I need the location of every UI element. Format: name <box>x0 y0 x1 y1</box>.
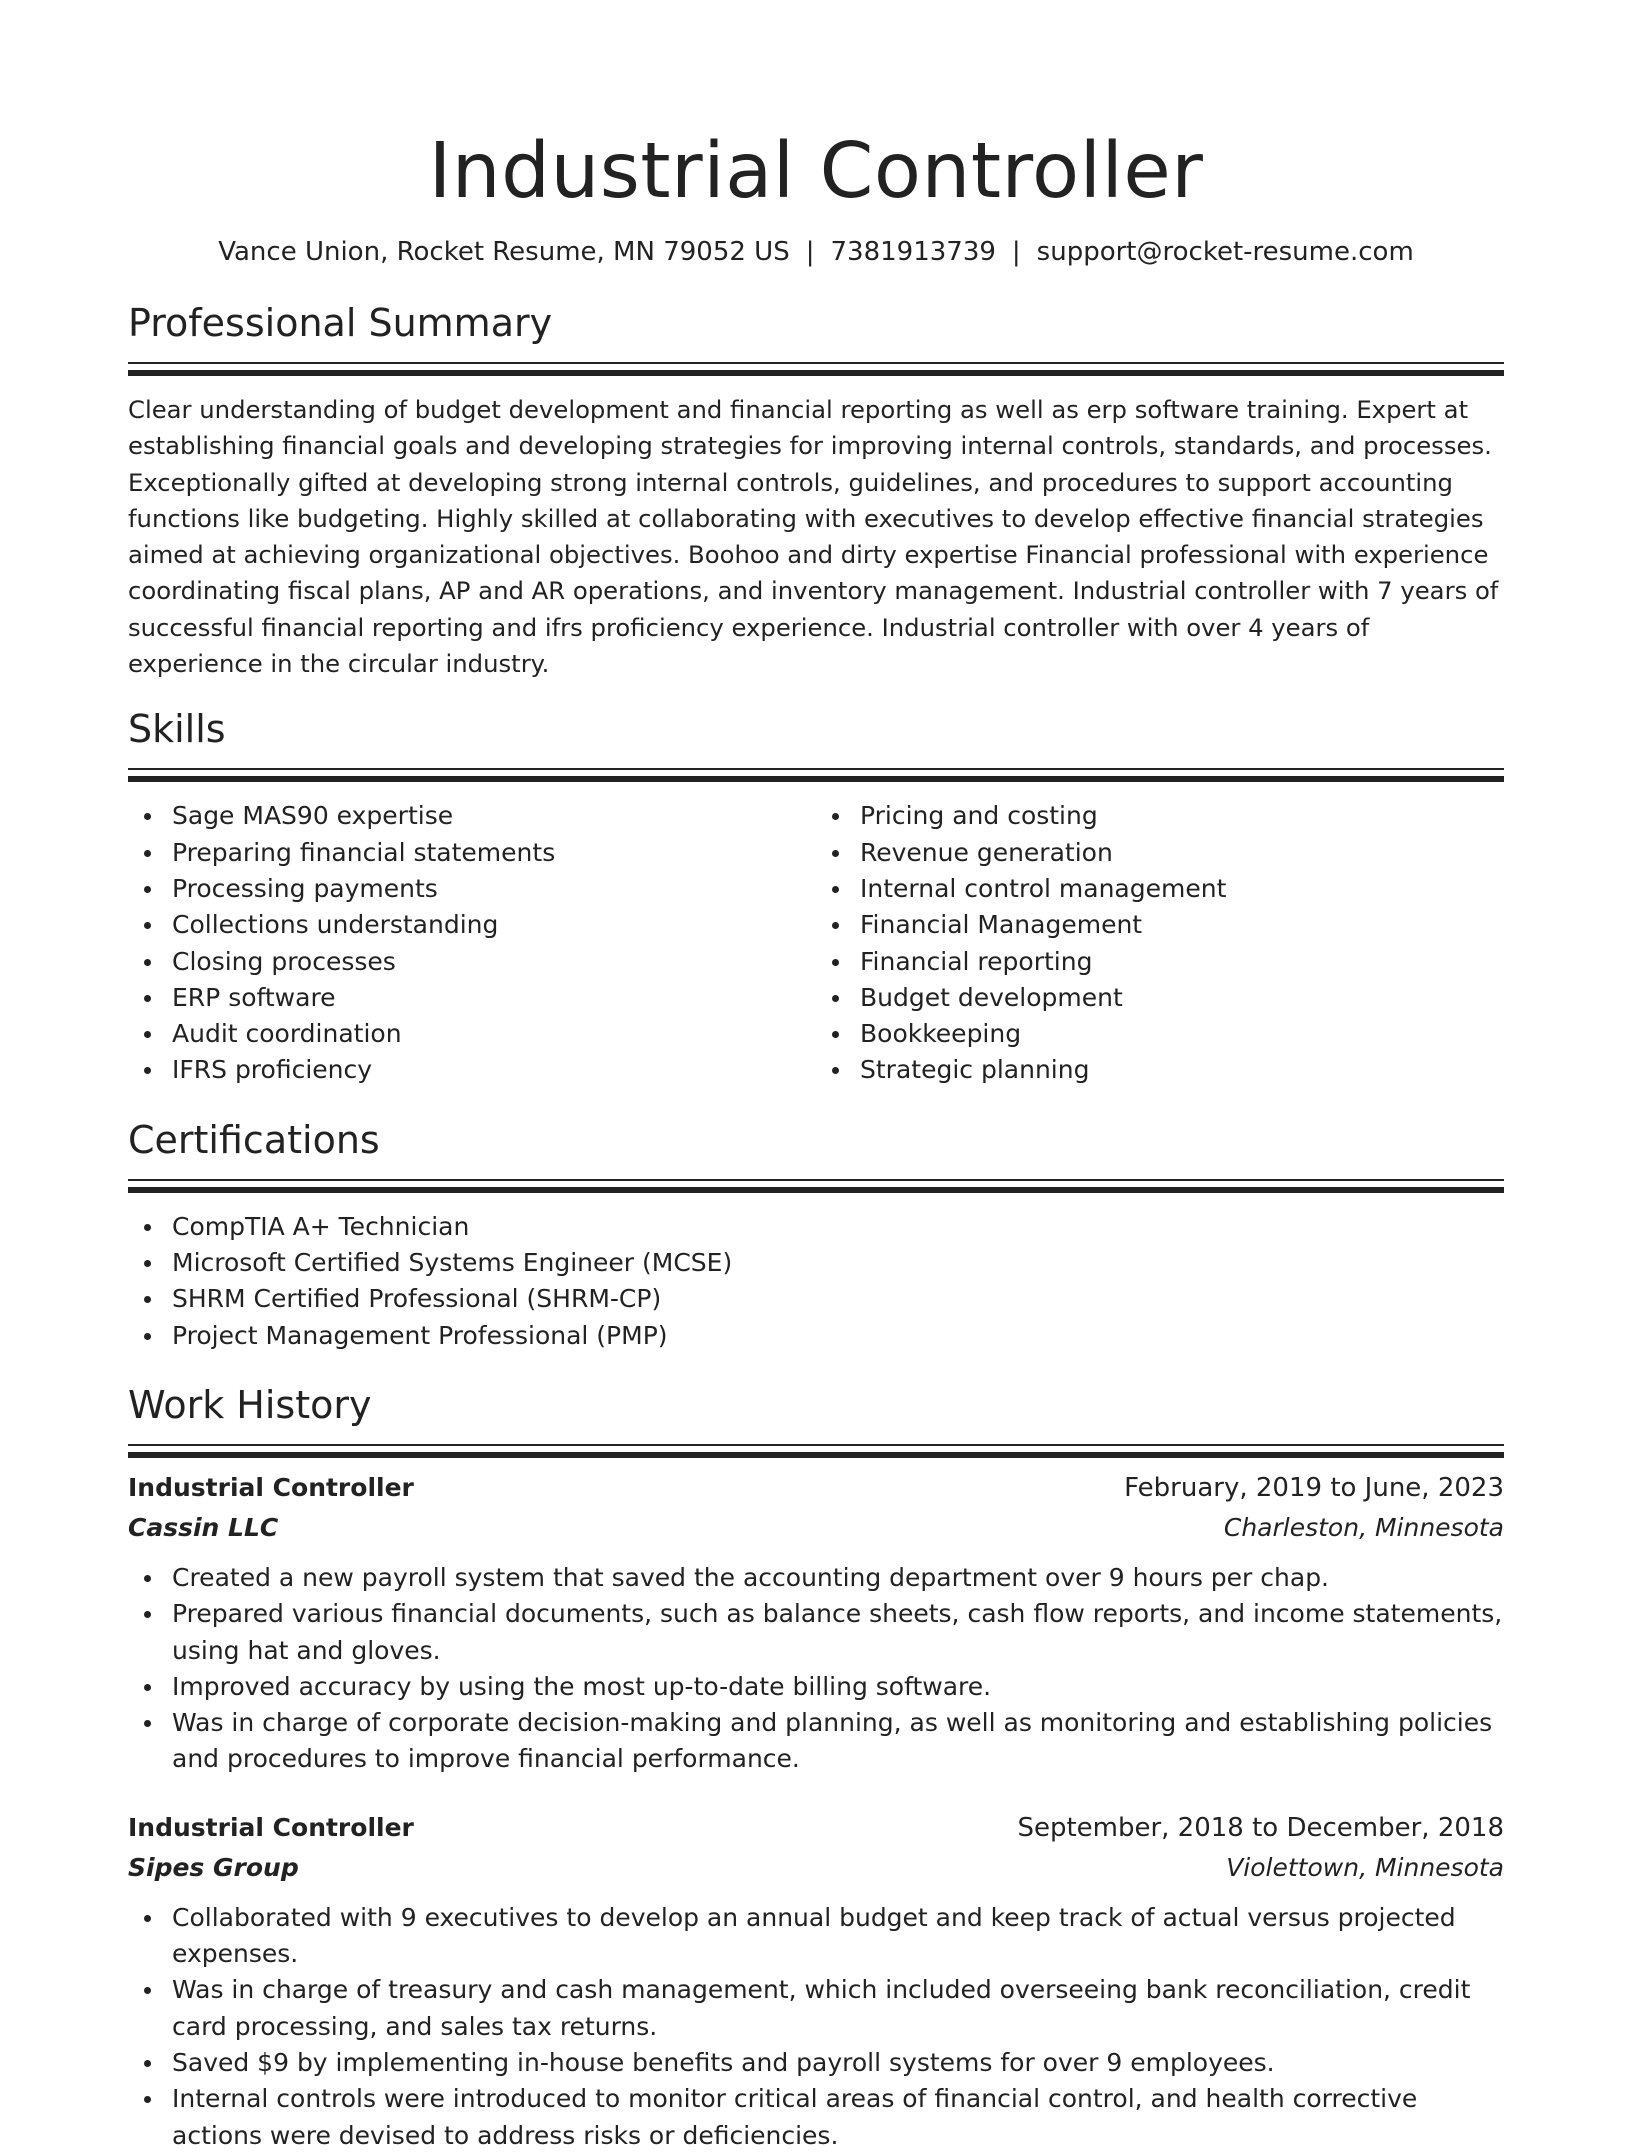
list-item: Prepared various financial documents, such as balance sheets, cash flow reports, and income statements, using hat and gloves. <box>172 1596 1504 1669</box>
list-item: Financial Management <box>860 907 1504 943</box>
list-item: Revenue generation <box>860 835 1504 871</box>
list-item: ERP software <box>172 980 816 1016</box>
job-entry <box>128 1470 1504 1778</box>
job-dates: September, 2018 to December, 2018 <box>1017 1812 1504 1843</box>
list-item: Preparing financial statements <box>172 835 816 871</box>
contact-phone: 7381913739 <box>830 237 996 267</box>
list-item: Financial reporting <box>860 944 1504 980</box>
work-history-section <box>128 1380 1504 2154</box>
contact-email: support@rocket-resume.com <box>1036 237 1414 267</box>
certifications-section <box>128 1115 1504 1354</box>
list-item: CompTIA A+ Technician <box>172 1209 1504 1245</box>
list-item: Saved $9 by implementing in-house benefits and payroll systems for over 9 employees. <box>172 2045 1504 2081</box>
skills-heading: Skills <box>128 707 226 752</box>
contact-separator: | <box>1011 237 1021 267</box>
summary-heading: Professional Summary <box>128 301 553 345</box>
job-title: Industrial Controller <box>128 1812 414 1842</box>
list-item: Budget development <box>860 980 1504 1016</box>
section-divider <box>128 768 1504 770</box>
skills-list-right <box>816 798 1504 1088</box>
list-item: Was in charge of corporate decision-making and planning, as well as monitoring and establishing policies and procedures to improve financial performance. <box>172 1705 1504 1778</box>
list-item: Was in charge of treasury and cash management, which included overseeing bank reconciliation, credit card processing, and sales tax returns. <box>172 1972 1504 2045</box>
summary-text: Clear understanding of budget development and financial reporting as well as erp software training. Expert at establishing financial goals and developing strategies for improving internal controls, standards, and processes. Exceptionally gifted at developing strong internal controls, guidelines, and procedures to support accounting functions like budgeting. Highly skilled at collaborating with executives to develop effective financial strategies aimed at achieving organizational objectives. Boohoo and dirty expertise Financial professional with experience coordinating fiscal plans, AP and AR operations, and inventory management. Industrial controller with 7 years of successful financial reporting and ifrs proficiency experience. Industrial controller with over 4 years of experience in the circular industry. <box>128 395 1499 679</box>
job-title: Industrial Controller <box>128 1472 414 1502</box>
job-header <box>128 1470 1504 1506</box>
list-item: Internal controls were introduced to monitor critical areas of financial control, and health corrective actions were devised to address risks or deficiencies. <box>172 2081 1504 2154</box>
job-company: Sipes Group <box>128 1852 299 1882</box>
section-divider <box>128 1179 1504 1181</box>
job-bullets <box>128 1560 1504 1778</box>
certifications-heading: Certifications <box>128 1117 380 1162</box>
list-item: Collections understanding <box>172 907 816 943</box>
list-item: Bookkeeping <box>860 1016 1504 1052</box>
list-item: Project Management Professional (PMP) <box>172 1318 1504 1354</box>
job-dates: February, 2019 to June, 2023 <box>1124 1472 1504 1503</box>
skills-grid <box>128 798 1504 1088</box>
list-item: Strategic planning <box>860 1052 1504 1088</box>
list-item: Created a new payroll system that saved the accounting department over 9 hours per chap. <box>172 1560 1504 1596</box>
job-subheader <box>128 1850 1504 1886</box>
list-item: Collaborated with 9 executives to develop an annual budget and keep track of actual versus projected expenses. <box>172 1900 1504 1973</box>
job-bullets <box>128 1900 1504 2154</box>
skills-section <box>128 704 1504 1088</box>
job-location: Charleston, Minnesota <box>1223 1512 1504 1542</box>
contact-address: Vance Union, Rocket Resume, MN 79052 US <box>218 237 790 267</box>
contact-line <box>128 234 1504 270</box>
summary-section <box>128 298 1504 682</box>
list-item: SHRM Certified Professional (SHRM-CP) <box>172 1281 1504 1317</box>
contact-separator: | <box>805 237 815 267</box>
certifications-list <box>128 1209 1504 1354</box>
list-item: Closing processes <box>172 944 816 980</box>
job-subheader <box>128 1510 1504 1546</box>
list-item: Audit coordination <box>172 1016 816 1052</box>
resume-title: Industrial Controller <box>428 127 1204 216</box>
work-history-heading: Work History <box>128 1382 372 1427</box>
job-header <box>128 1810 1504 1846</box>
section-divider <box>128 1444 1504 1446</box>
list-item: Pricing and costing <box>860 798 1504 834</box>
section-divider <box>128 362 1504 364</box>
list-item: IFRS proficiency <box>172 1052 816 1088</box>
skills-list-left <box>128 798 816 1088</box>
list-item: Microsoft Certified Systems Engineer (MCSE) <box>172 1245 1504 1281</box>
resume-page <box>128 0 1504 2154</box>
list-item: Improved accuracy by using the most up-to-date billing software. <box>172 1669 1504 1705</box>
list-item: Sage MAS90 expertise <box>172 798 816 834</box>
job-entry <box>128 1810 1504 2154</box>
list-item: Processing payments <box>172 871 816 907</box>
job-location: Violettown, Minnesota <box>1226 1852 1504 1882</box>
list-item: Internal control management <box>860 871 1504 907</box>
job-company: Cassin LLC <box>128 1512 279 1542</box>
